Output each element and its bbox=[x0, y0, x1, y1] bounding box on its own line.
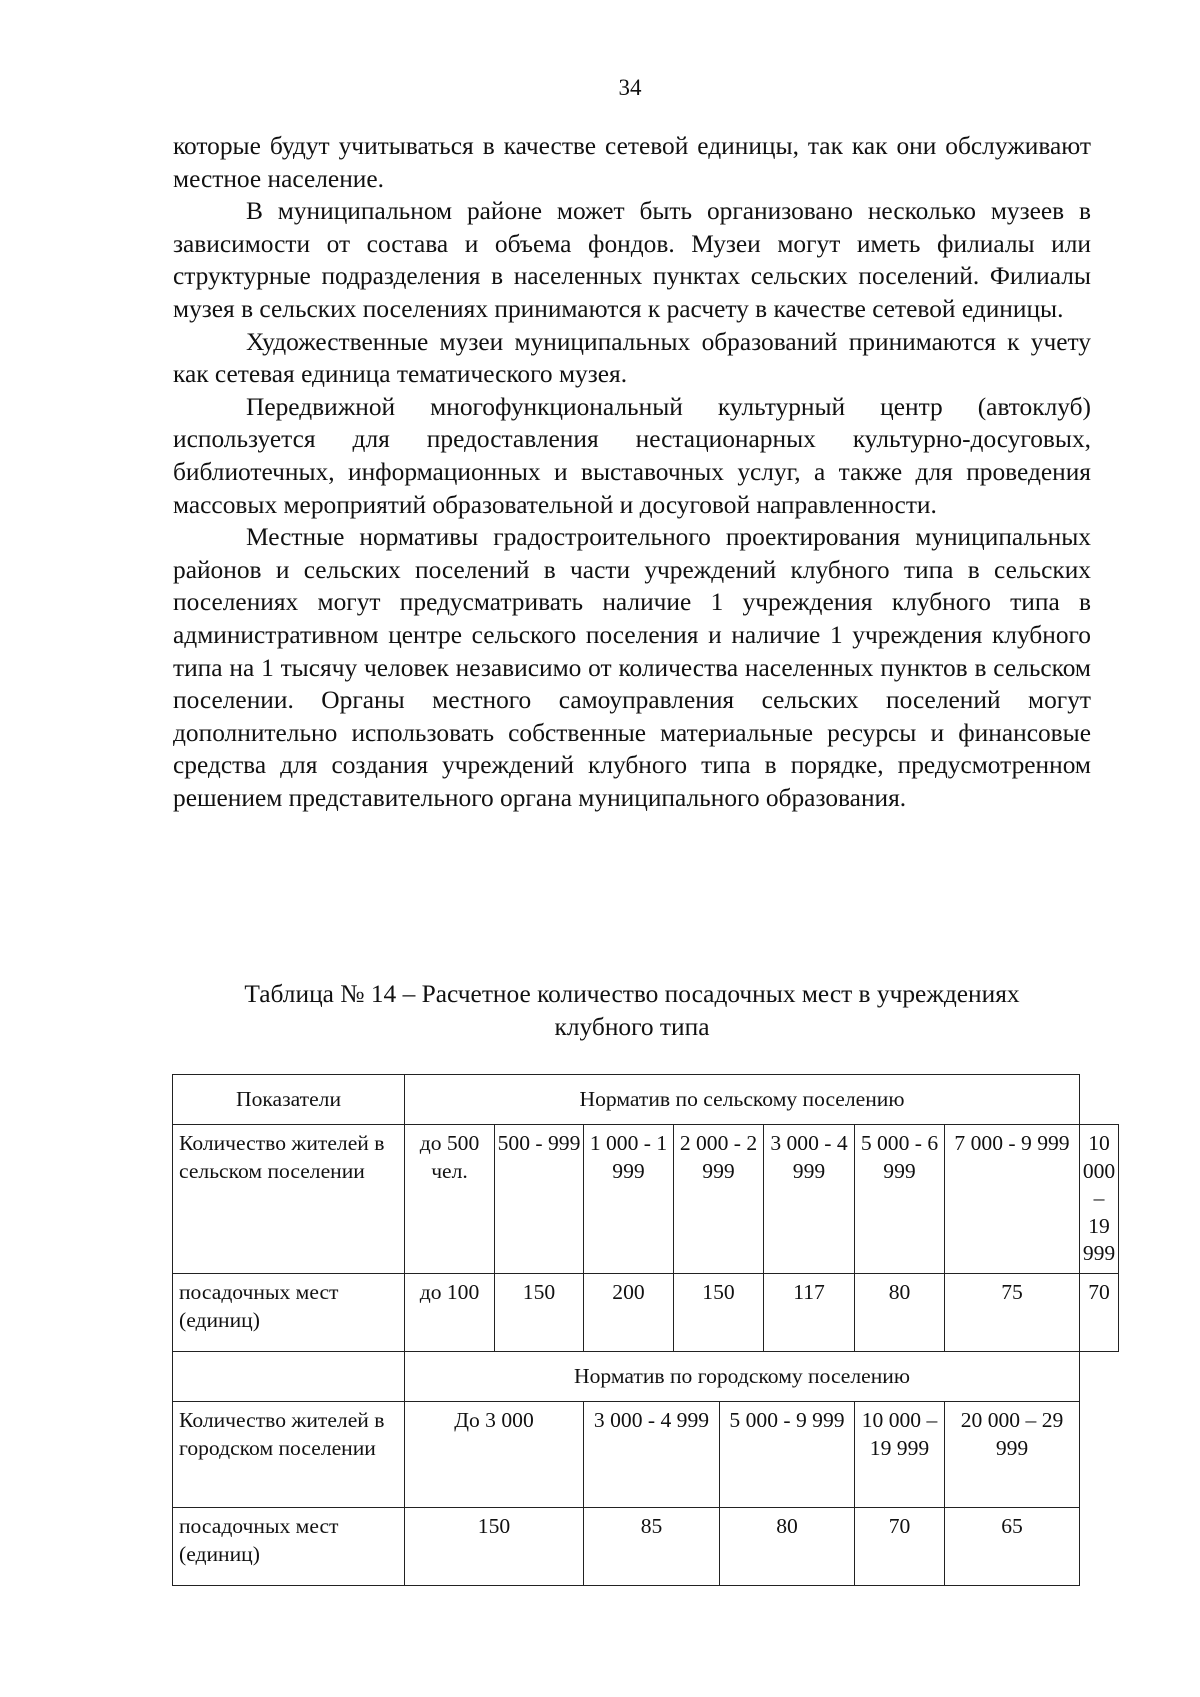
empty-cell bbox=[173, 1351, 405, 1401]
table-cell: 500 - 999 bbox=[495, 1125, 584, 1274]
table-cell: 150 bbox=[405, 1507, 584, 1585]
table-row bbox=[173, 1507, 1119, 1585]
table-cell: 20 000 – 29 999 bbox=[945, 1401, 1080, 1507]
seating-norms-table bbox=[172, 1074, 1119, 1586]
table-cell: 80 bbox=[720, 1507, 855, 1585]
table-cell: 70 bbox=[855, 1507, 945, 1585]
table-cell: 3 000 - 4 999 bbox=[764, 1125, 855, 1274]
rural-residents-label: Количество жителей в сельском поселении bbox=[173, 1125, 405, 1274]
table-cell: 65 bbox=[945, 1507, 1080, 1585]
table-cell: 5 000 - 9 999 bbox=[720, 1401, 855, 1507]
table-cell: 117 bbox=[764, 1273, 855, 1351]
paragraph: которые будут учитываться в качестве сетевой единицы, так как они обслуживают местное население. bbox=[173, 132, 1091, 193]
table-header-row bbox=[173, 1351, 1119, 1401]
table-cell: 200 bbox=[584, 1273, 674, 1351]
table-caption-line: Таблица № 14 – Расчетное количество посадочных мест в учреждениях bbox=[244, 980, 1020, 1008]
table-cell: до 100 bbox=[405, 1273, 495, 1351]
urban-residents-label: Количество жителей в городском поселении bbox=[173, 1401, 405, 1507]
table-cell: 70 bbox=[1080, 1273, 1119, 1351]
table-cell: 150 bbox=[674, 1273, 764, 1351]
table-cell: 10 000 – 19 999 bbox=[1080, 1125, 1119, 1274]
paragraph: Передвижной многофункциональный культурный центр (автоклуб) используется для предоставления нестационарных культурно-досуговых, библиотечных, информационных и выставочных услуг, а также для проведения массовых мероприятий образовательной и досуговой направленности. bbox=[173, 392, 1091, 519]
table-caption-line: клубного типа bbox=[554, 1013, 710, 1041]
urban-norm-header: Норматив по городскому поселению bbox=[405, 1351, 1080, 1401]
table-row bbox=[173, 1125, 1119, 1274]
table-caption bbox=[173, 978, 1091, 1044]
table-cell: 75 bbox=[945, 1273, 1080, 1351]
paragraph: В муниципальном районе может быть организовано несколько музеев в зависимости от состава и объема фондов. Музеи могут иметь филиалы или структурные подразделения в населенных пунктах сельских поселений. Филиалы музея в сельских поселениях принимаются к расчету в качестве сетевой единицы. bbox=[173, 197, 1091, 323]
page-number: 34 bbox=[618, 75, 642, 100]
table-cell: 80 bbox=[855, 1273, 945, 1351]
table-cell: до 500 чел. bbox=[405, 1125, 495, 1274]
paragraph: Местные нормативы градостроительного проектирования муниципальных районов и сельских поселений в части учреждений клубного типа в сельских поселениях могут предусматривать наличие 1 учреждения клубного типа в административном центре сельского поселения и наличие 1 учреждения клубного типа на 1 тысячу человек независимо от количества населенных пунктов в сельском поселении. Органы местного самоуправления сельских поселений могут дополнительно использовать собственные материальные ресурсы и финансовые средства для создания учреждений клубного типа в порядке, предусмотренном решением представительного органа муниципального образования. bbox=[173, 523, 1091, 812]
table-row bbox=[173, 1401, 1119, 1507]
paragraph: Художественные музеи муниципальных образований принимаются к учету как сетевая единица тематического музея. bbox=[173, 327, 1091, 389]
table-cell: 1 000 - 1 999 bbox=[584, 1125, 674, 1274]
table-cell: 85 bbox=[584, 1507, 720, 1585]
body-text bbox=[173, 130, 1091, 814]
table-cell: 5 000 - 6 999 bbox=[855, 1125, 945, 1274]
table-cell: 7 000 - 9 999 bbox=[945, 1125, 1080, 1274]
urban-seats-label: посадочных мест (единиц) bbox=[173, 1507, 405, 1585]
rural-seats-label: посадочных мест (единиц) bbox=[173, 1273, 405, 1351]
rural-norm-header: Норматив по сельскому поселению bbox=[405, 1075, 1080, 1125]
table-cell: 10 000 – 19 999 bbox=[855, 1401, 945, 1507]
table-cell: 2 000 - 2 999 bbox=[674, 1125, 764, 1274]
table-cell: 150 bbox=[495, 1273, 584, 1351]
table-row bbox=[173, 1273, 1119, 1351]
table-cell: 3 000 - 4 999 bbox=[584, 1401, 720, 1507]
table-cell: До 3 000 bbox=[405, 1401, 584, 1507]
table-header-row bbox=[173, 1075, 1119, 1125]
column-header-indicators: Показатели bbox=[173, 1075, 405, 1125]
